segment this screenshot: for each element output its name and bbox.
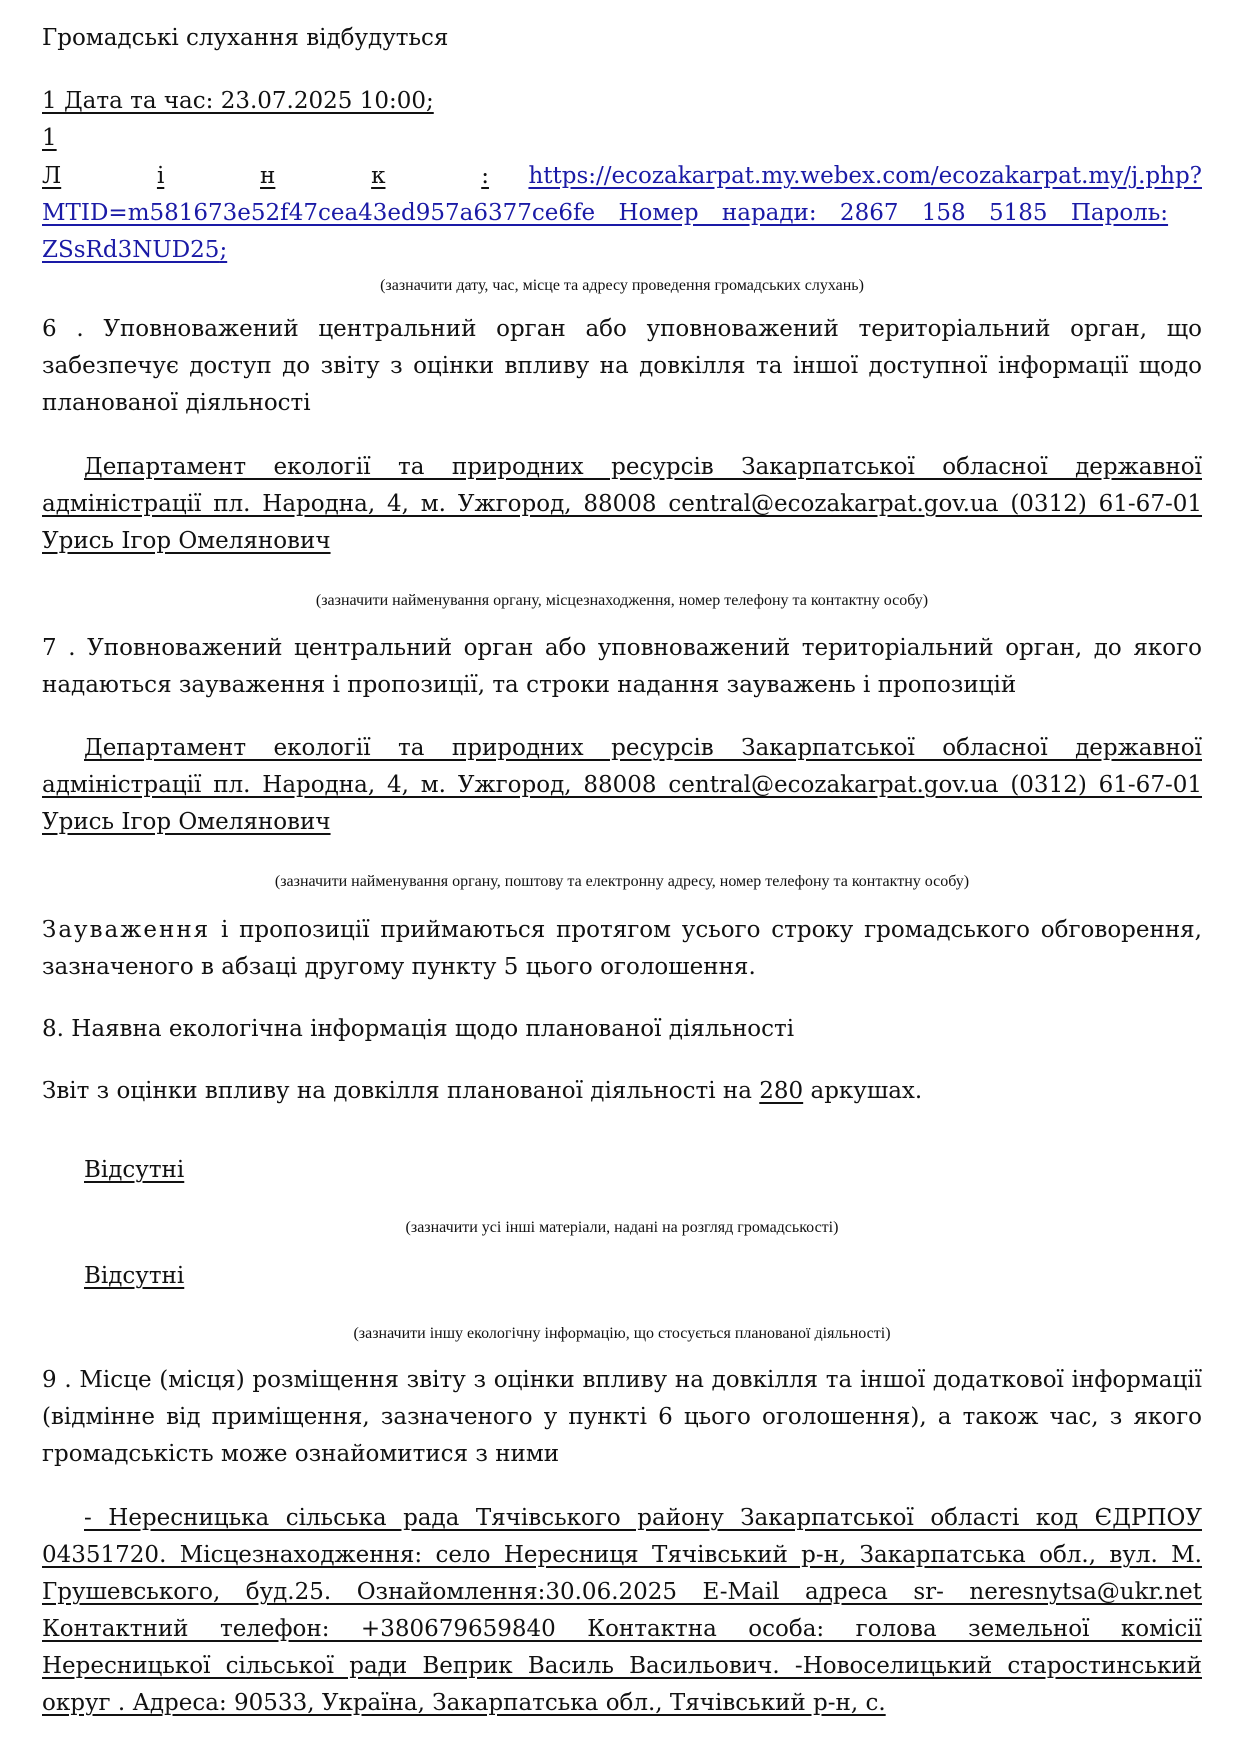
section9-body: - Нересницька сільська рада Тячівського району Закарпатської області код ЄДРПОУ 04351720. Місцезнаходження: село Нересниця Тячівський р-н, Закарпатська обл., вул. М. Грушевського, буд.25. Ознайомлення:30.06.2025 E-Mail адреса sr- neresnytsa@ukr.net Контактний телефон: +380679659840 Контактна особа: голова земельної комісії Нересницької сільської ради Веприк Василь Васильович. -Новоселицький старостинський округ . Адреса: 90533, Україна, Закарпатська обл., Тячівський р-н, с. — [42, 1505, 1202, 1716]
meeting-link-2[interactable]: MTID=m581673e52f47cea43ed957a6377ce6fe Номер наради: 2867 158 5185 Пароль: — [42, 200, 1169, 226]
report-before: Звіт з оцінки впливу на довкілля планованої діяльності на — [42, 1078, 760, 1104]
other-value: Відсутні — [84, 1263, 185, 1289]
link-letter: і — [156, 163, 165, 189]
report-sheets: 280 — [759, 1078, 804, 1104]
link-end: ; — [219, 237, 228, 263]
link-letter: н — [260, 163, 276, 189]
link-line — [42, 158, 1202, 195]
report-line — [42, 1073, 922, 1110]
section7-note: (зазначити найменування органу, поштову та електронну адресу, номер телефону та контактну особу) — [274, 873, 970, 890]
meeting-link-2-wrap — [42, 195, 1202, 232]
other-note: (зазначити іншу екологічну інформацію, що стосується планованої діяльності) — [353, 1325, 891, 1342]
section6-note: (зазначити найменування органу, місцезнаходження, номер телефону та контактну особу) — [315, 592, 929, 609]
meeting-link-3-wrap — [42, 232, 227, 269]
meeting-link-3[interactable]: ZSsRd3NUD25 — [42, 237, 220, 263]
link-letter: : — [481, 163, 489, 189]
hearing-date: 1 Дата та час: 23.07.2025 10:00; — [42, 88, 434, 114]
section9-title: 9 . Місце (місця) розміщення звіту з оцінки впливу на довкілля та іншої додаткової інформації (відмінне від приміщення, зазначеного у пункті 6 цього оголошення), а також час, з якого громадськість може ознайомитися з ними — [42, 1367, 1202, 1467]
remarks-paragraph — [42, 912, 1202, 986]
link-number: 1 — [42, 125, 57, 151]
section6-body: Департамент екології та природних ресурсів Закарпатської обласної державної адміністрації пл. Народна, 4, м. Ужгород, 88008 central@ecozakarpat.gov.ua (0312) 61-67-01 Урись Ігор Омелянович — [42, 454, 1202, 554]
section7-title: 7 . Уповноважений центральний орган або уповноважений територіальний орган, до якого надаються зауваження і пропозиції, та строки надання зауважень і пропозицій — [42, 635, 1202, 698]
remarks-rest: і пропозиції приймаються протягом усього строку громадського обговорення, зазначеного в абзаці другому пункту 5 цього оголошення. — [42, 917, 1202, 980]
heading: Громадські слухання відбудуться — [42, 25, 449, 51]
section7-body: Департамент екології та природних ресурсів Закарпатської обласної державної адміністрації пл. Народна, 4, м. Ужгород, 88008 central@ecozakarpat.gov.ua (0312) 61-67-01 Урись Ігор Омелянович — [42, 735, 1202, 835]
hearing-note: (зазначити дату, час, місце та адресу проведення громадських слухань) — [380, 277, 864, 294]
report-after: аркушах. — [803, 1078, 923, 1104]
materials-value: Відсутні — [84, 1157, 185, 1183]
remarks-word: Зауваження — [42, 917, 211, 943]
meeting-link-1[interactable]: https://ecozakarpat.my.webex.com/ecozakarpat.my/j.php? — [528, 163, 1202, 189]
materials-note: (зазначити усі інші матеріали, надані на розгляд громадськості) — [405, 1219, 839, 1236]
link-letter: Л — [42, 163, 62, 189]
section6-title: 6 . Уповноважений центральний орган або уповноважений територіальний орган, що забезпечує доступ до звіту з оцінки впливу на довкілля та іншої доступної інформації щодо планованої діяльності — [42, 316, 1202, 416]
link-label — [42, 158, 489, 195]
section8-title: 8. Наявна екологічна інформація щодо планованої діяльності — [42, 1016, 795, 1042]
link-letter: к — [371, 163, 386, 189]
